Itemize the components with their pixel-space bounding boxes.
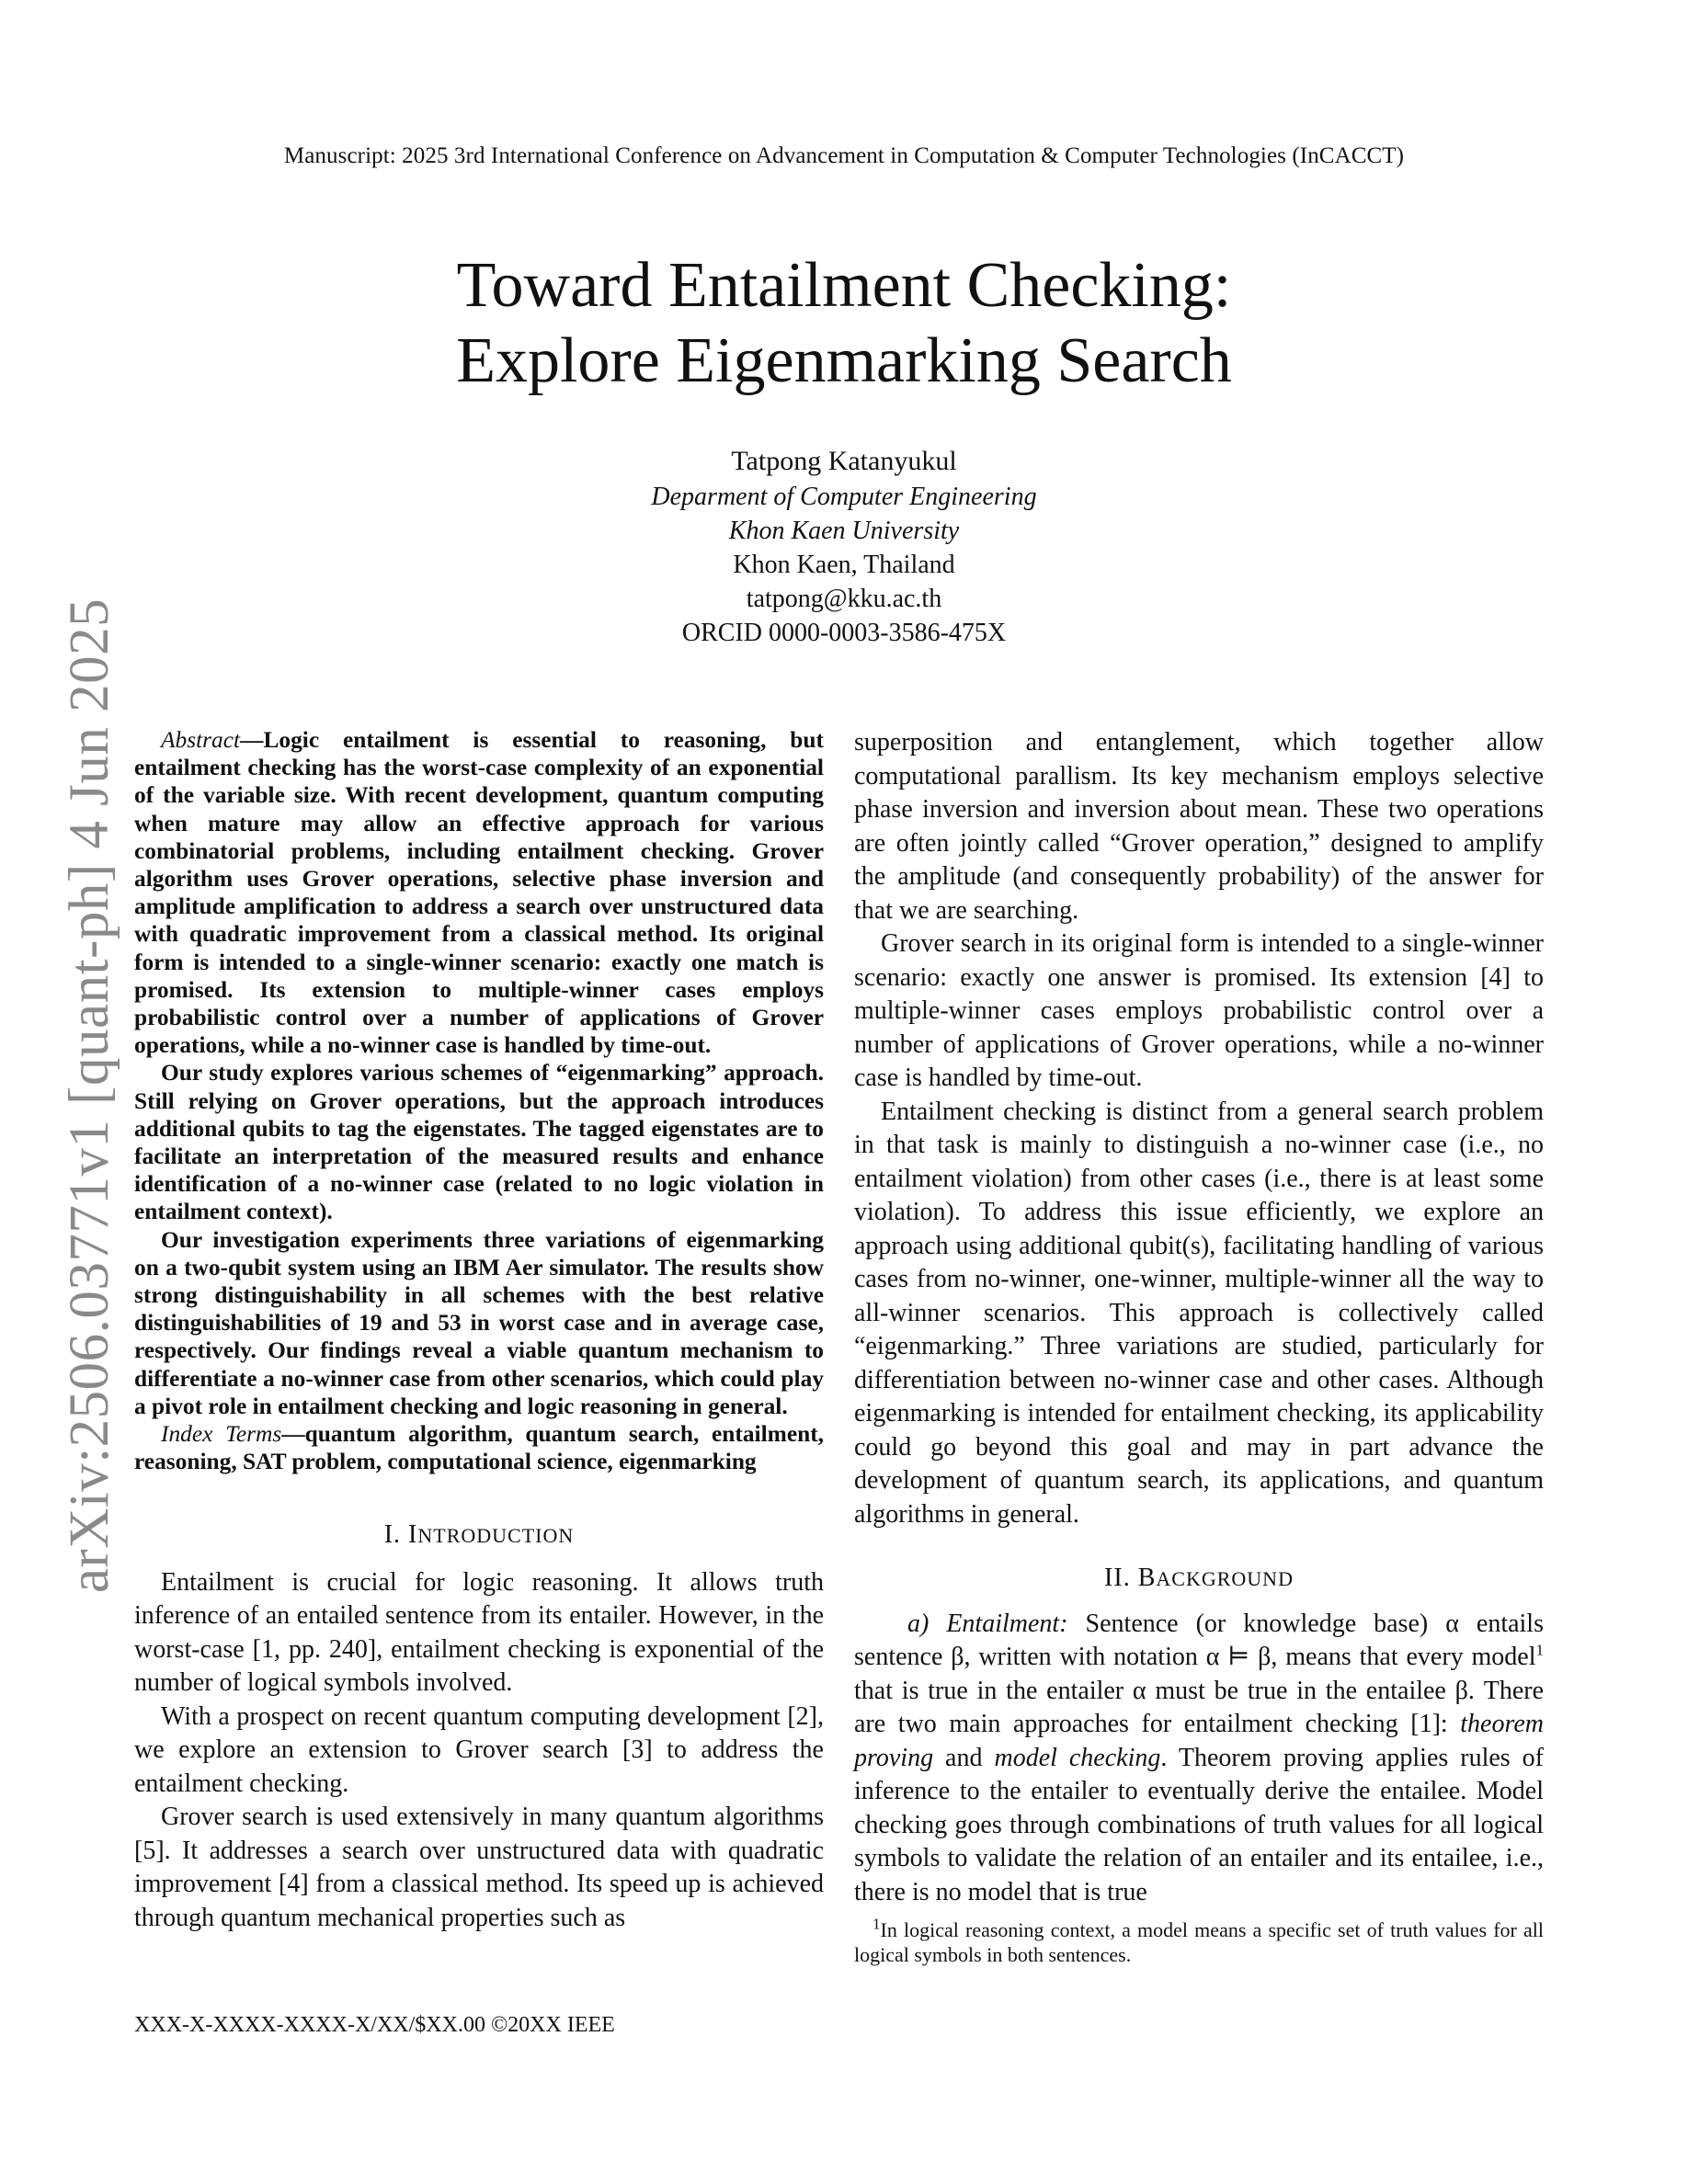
abstract-paragraph-1 [134,726,824,1059]
abstract-label: Abstract [161,727,241,753]
index-terms-text: —quantum algorithm, quantum search, entailment, reasoning, SAT problem, computational science, eigenmarking [134,1421,825,1475]
footnote-marker[interactable]: 1 [1535,1641,1544,1659]
paper-title [0,248,1688,399]
author-university: Khon Kaen University [728,517,960,545]
title-line-2: Explore Eigenmarking Search [456,325,1232,396]
index-terms-label: Index Terms [161,1421,282,1448]
section-heading-background: II. BACKGROUND [1104,1564,1294,1592]
background-paragraph-1: a) Entailment: Sentence (or knowledge base) α entails sentence β, written with notation α ⊨ β, means that every model$^1$ that is true in the entailer α must be true in the entailee β. There are two main approaches for entailment checking [1]: theorem proving and model checking. Theorem proving applies rules of inference to the entailer to eventually derive the entailee. Model checking goes through combinations of truth values for all logical symbols to validate the relation of an entailer and its entailee, i.e., there is no model that is true [854,1609,1544,1906]
intro-paragraph-3-continued: superposition and entanglement, which together allow computational parallism. Its key mechanism employs selective phase inversion and inversion about mean. These two operations are often jointly called “Grover operation,” designed to amplify the amplitude (and consequently probability) of the answer for that we are searching. [854,728,1544,925]
abstract-paragraph-3: Our investigation experiments three variations of eigenmarking on a two-qubit system using an IBM Aer simulator. The results show strong distinguishability in all schemes with the best relative distinguishabilities of 19 and 53 in worst case and in average case, respectively. Our findings reveal a viable quantum mechanism to differentiate a no-winner case from other scenarios, which could play a pivot role in entailment checking and logic reasoning in general. [134,1226,824,1419]
entailment-subheading: a) Entailment: [907,1609,1068,1638]
footnote-text: $^1$In logical reasoning context, a model means a specific set of truth values for all logical symbols in both sentences. [854,1915,1544,1966]
author-email[interactable]: tatpong@kku.ac.th [746,585,942,613]
author-block [0,443,1688,650]
intro-paragraph-4: Grover search in its original form is intended to a single-winner scenario: exactly one answer is promised. Its extension [4] to multiple-winner cases employs probabilistic control over a number of applications of Grover operations, while a no-winner case is handled by time-out. [854,929,1544,1092]
intro-paragraph-2: With a prospect on recent quantum computing development [2], we explore an extension to Grover search [3] to address the entailment checking. [134,1701,824,1798]
intro-paragraph-3: Grover search is used extensively in many quantum algorithms [5]. It addresses a search over unstructured data with quadratic improvement [4] from a classical method. Its speed up is achieved through quantum mechanical properties such as [134,1803,824,1932]
section-heading-introduction: I. INTRODUCTION [383,1520,575,1550]
author-department: Deparment of Computer Engineering [651,483,1037,511]
footnote-number: 1 [873,1915,881,1933]
author-name: Tatpong Katanyukul [731,446,957,476]
introduction-body-continued [854,726,1544,1531]
right-column [854,726,1544,1909]
footnote [854,1917,1544,1967]
arxiv-stamp: arXiv:2506.03771v1 [quant-ph] 4 Jun 2025 [59,597,120,1594]
left-column [134,726,824,1935]
abstract-text-1: —Logic entailment is essential to reasoning, but entailment checking has the worst-case complexity of an exponential of the variable size. With recent development, quantum computing when mature may allow an effective approach for various combinatorial problems, including entailment checking. Grover algorithm uses Grover operations, selective phase inversion and amplitude amplification to address a search over unstructured data with quadratic improvement from a classical method. Its original form is intended to a single-winner scenario: exactly one match is promised. Its extension to multiple-winner cases employs probabilistic control over a number of applications of Grover operations, while a no-winner case is handled by time-out. [134,727,824,1059]
index-terms [134,1420,824,1475]
intro-paragraph-5: Entailment checking is distinct from a general search problem in that task is mainly to distinguish a no-winner case (i.e., no entailment violation) from other cases (i.e., there is at least some violation). To address this issue efficiently, we explore an approach using additional qubit(s), facilitating handling of various cases from no-winner, one-winner, multiple-winner all the way to all-winner scenarios. This approach is collectively called “eigenmarking.” Three variations are studied, particularly for differentiation between no-winner case and other cases. Although eigenmarking is intended for entailment checking, its applicability could go beyond this goal and may in part advance the development of quantum search, its applications, and quantum algorithms in general. [854,1097,1544,1529]
copyright-line: XXX-X-XXXX-XXXX-X/XX/$XX.00 ©20XX IEEE [134,2013,615,2037]
title-line-1: Toward Entailment Checking: [456,250,1232,321]
abstract [134,726,824,1475]
abstract-paragraph-2: Our study explores various schemes of “eigenmarking” approach. Still relying on Grover operations, but the approach introduces additional qubits to tag the eigenstates. The tagged eigenstates are to facilitate an interpretation of the measured results and enhance identification of a no-winner case (related to no logic violation in entailment context). [134,1060,824,1225]
background-body [854,1608,1544,1910]
author-orcid: ORCID 0000-0003-3586-475X [681,619,1007,647]
author-location: Khon Kaen, Thailand [733,551,955,579]
manuscript-header: Manuscript: 2025 3rd International Conference on Advancement in Computation & Computer Technologies (InCACCT) [283,143,1405,168]
intro-paragraph-1: Entailment is crucial for logic reasoning. It allows truth inference of an entailed sentence from its entailer. However, in the worst-case [1, pp. 240], entailment checking is exponential of the number of logical symbols involved. [134,1567,824,1698]
introduction-body [134,1566,824,1936]
